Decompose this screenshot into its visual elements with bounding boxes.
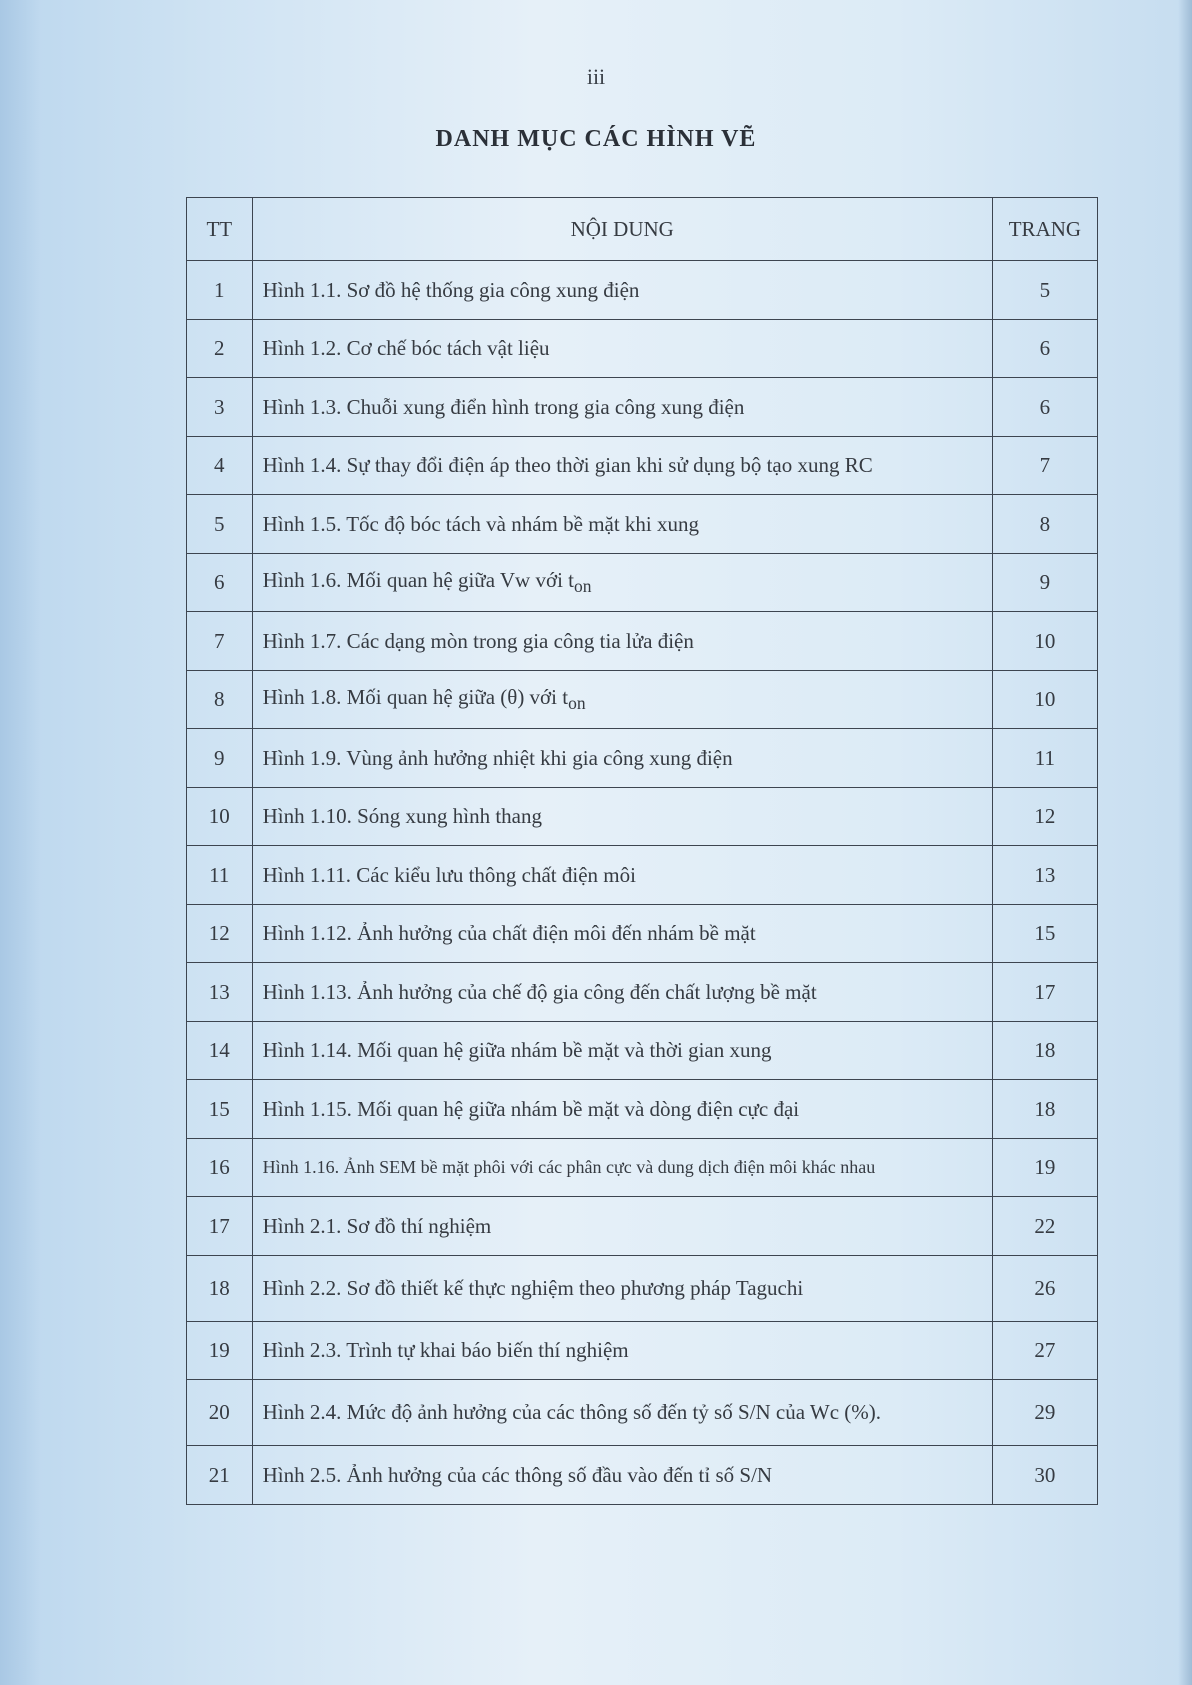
row-content: Hình 1.14. Mối quan hệ giữa nhám bề mặt và thời gian xung	[252, 1021, 992, 1080]
row-number: 14	[187, 1021, 253, 1080]
table-row	[187, 787, 1098, 846]
row-number: 17	[187, 1197, 253, 1256]
row-page: 8	[992, 495, 1097, 554]
row-number: 20	[187, 1380, 253, 1446]
row-number: 15	[187, 1080, 253, 1139]
row-number: 10	[187, 787, 253, 846]
row-page: 6	[992, 378, 1097, 437]
row-page: 30	[992, 1446, 1097, 1505]
row-content: Hình 1.4. Sự thay đổi điện áp theo thời gian khi sử dụng bộ tạo xung RC	[252, 436, 992, 495]
table-row	[187, 904, 1098, 963]
row-number: 8	[187, 670, 253, 729]
row-content: Hình 2.4. Mức độ ảnh hưởng của các thông số đến tỷ số S/N của Wc (%).	[252, 1380, 992, 1446]
table-row	[187, 1380, 1098, 1446]
table-row	[187, 612, 1098, 671]
row-content: Hình 1.9. Vùng ảnh hưởng nhiệt khi gia công xung điện	[252, 729, 992, 788]
row-number: 11	[187, 846, 253, 905]
row-content-subscript: on	[568, 693, 586, 714]
table-row	[187, 1255, 1098, 1321]
row-number: 1	[187, 261, 253, 320]
row-content-text: Hình 1.6. Mối quan hệ giữa Vw với t	[262, 567, 574, 592]
row-number: 12	[187, 904, 253, 963]
row-content: Hình 2.1. Sơ đồ thí nghiệm	[252, 1197, 992, 1256]
row-content: Hình 1.13. Ảnh hưởng của chế độ gia công đến chất lượng bề mặt	[252, 963, 992, 1022]
header-content: NỘI DUNG	[252, 198, 992, 261]
row-content: Hình 1.12. Ảnh hưởng của chất điện môi đến nhám bề mặt	[252, 904, 992, 963]
table-row	[187, 1080, 1098, 1139]
row-page: 22	[992, 1197, 1097, 1256]
row-content: Hình 1.11. Các kiểu lưu thông chất điện môi	[252, 846, 992, 905]
table-row	[187, 261, 1098, 320]
row-number: 21	[187, 1446, 253, 1505]
table-body	[187, 261, 1098, 1505]
row-page: 27	[992, 1321, 1097, 1380]
row-number: 2	[187, 319, 253, 378]
table-row	[187, 1021, 1098, 1080]
table-row	[187, 436, 1098, 495]
row-number: 6	[187, 553, 253, 612]
row-page: 18	[992, 1021, 1097, 1080]
row-page: 13	[992, 846, 1097, 905]
row-number: 18	[187, 1255, 253, 1321]
row-content: Hình 1.15. Mối quan hệ giữa nhám bề mặt và dòng điện cực đại	[252, 1080, 992, 1139]
row-page: 6	[992, 319, 1097, 378]
header-page: TRANG	[992, 198, 1097, 261]
row-page: 29	[992, 1380, 1097, 1446]
table-row	[187, 729, 1098, 788]
row-page: 9	[992, 553, 1097, 612]
header-tt: TT	[187, 198, 253, 261]
row-page: 12	[992, 787, 1097, 846]
row-page: 11	[992, 729, 1097, 788]
row-content: Hình 1.16. Ảnh SEM bề mặt phôi với các phân cực và dung dịch điện môi khác nhau	[252, 1138, 992, 1197]
row-content: Hình 2.3. Trình tự khai báo biến thí nghiệm	[252, 1321, 992, 1380]
table-row	[187, 1138, 1098, 1197]
row-page: 10	[992, 670, 1097, 729]
row-content: Hình 1.10. Sóng xung hình thang	[252, 787, 992, 846]
figure-list-table	[186, 197, 1098, 1505]
scan-shadow-right	[1178, 0, 1192, 1685]
row-page: 19	[992, 1138, 1097, 1197]
table-row	[187, 670, 1098, 729]
row-content: Hình 1.5. Tốc độ bóc tách và nhám bề mặt khi xung	[252, 495, 992, 554]
table-row	[187, 319, 1098, 378]
scan-shadow-left	[0, 0, 40, 1685]
row-content: Hình 1.3. Chuỗi xung điển hình trong gia công xung điện	[252, 378, 992, 437]
row-number: 5	[187, 495, 253, 554]
row-content: Hình 2.5. Ảnh hưởng của các thông số đầu vào đến tỉ số S/N	[252, 1446, 992, 1505]
page-number: iii	[586, 64, 606, 89]
row-number: 13	[187, 963, 253, 1022]
row-page: 17	[992, 963, 1097, 1022]
row-content: Hình 2.2. Sơ đồ thiết kế thực nghiệm theo phương pháp Taguchi	[252, 1255, 992, 1321]
row-number: 4	[187, 436, 253, 495]
row-content	[252, 553, 992, 612]
page-title: DANH MỤC CÁC HÌNH VẼ	[435, 126, 757, 152]
row-number: 7	[187, 612, 253, 671]
row-content-subscript: on	[574, 576, 592, 597]
row-number: 9	[187, 729, 253, 788]
row-page: 5	[992, 261, 1097, 320]
row-number: 16	[187, 1138, 253, 1197]
row-page: 15	[992, 904, 1097, 963]
row-number: 19	[187, 1321, 253, 1380]
table-header-row	[187, 198, 1098, 261]
table-row	[187, 1321, 1098, 1380]
table-row	[187, 378, 1098, 437]
table-row	[187, 846, 1098, 905]
row-number: 3	[187, 378, 253, 437]
row-content-text: Hình 1.8. Mối quan hệ giữa (θ) với t	[262, 684, 569, 709]
row-content	[252, 670, 992, 729]
row-page: 18	[992, 1080, 1097, 1139]
table-row	[187, 1446, 1098, 1505]
row-page: 26	[992, 1255, 1097, 1321]
table-row	[187, 553, 1098, 612]
table-row	[187, 495, 1098, 554]
table-row	[187, 1197, 1098, 1256]
row-content: Hình 1.2. Cơ chế bóc tách vật liệu	[252, 319, 992, 378]
row-content: Hình 1.1. Sơ đồ hệ thống gia công xung điện	[252, 261, 992, 320]
table-row	[187, 963, 1098, 1022]
row-content: Hình 1.7. Các dạng mòn trong gia công tia lửa điện	[252, 612, 992, 671]
row-page: 7	[992, 436, 1097, 495]
row-page: 10	[992, 612, 1097, 671]
